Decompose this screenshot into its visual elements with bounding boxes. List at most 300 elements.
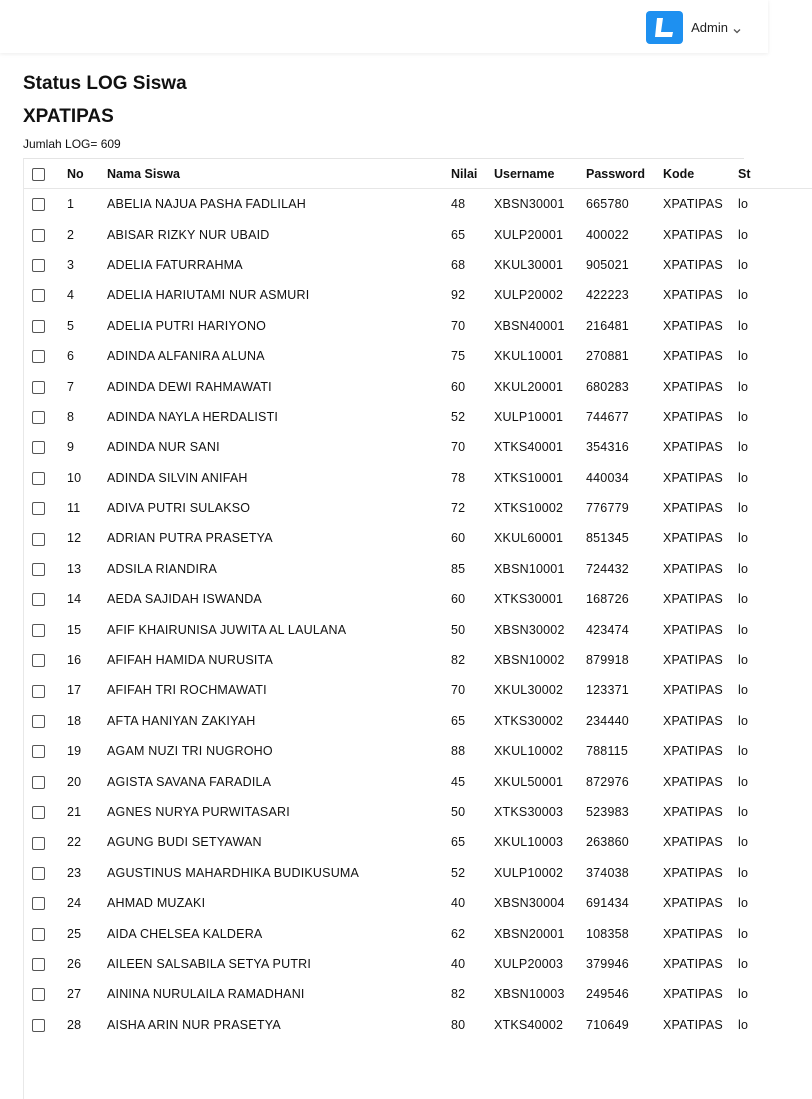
table-row[interactable] (24, 371, 812, 401)
cell-nilai: 92 (451, 288, 466, 303)
cell-password: 423474 (586, 622, 629, 637)
cell-kode: XPATIPAS (663, 409, 723, 424)
cell-nilai: 75 (451, 349, 466, 364)
cell-no: 2 (67, 227, 75, 242)
cell-username: XKUL10001 (494, 349, 564, 364)
table-header-row (24, 159, 812, 189)
row-checkbox[interactable] (32, 988, 45, 1001)
cell-nilai: 85 (451, 561, 466, 576)
cell-nama-siswa: AIDA CHELSEA KALDERA (107, 926, 263, 941)
row-checkbox-cell (24, 371, 67, 401)
row-checkbox-cell (24, 949, 67, 979)
cell-nilai: 80 (451, 1017, 466, 1032)
cell-nama-siswa: AGAM NUZI TRI NUGROHO (107, 744, 273, 759)
table-row[interactable] (24, 280, 812, 310)
cell-kode: XPATIPAS (663, 865, 723, 880)
cell-password: 234440 (586, 713, 629, 728)
table-row[interactable] (24, 614, 812, 644)
cell-kode: XPATIPAS (663, 987, 723, 1002)
header-checkbox-cell (24, 159, 67, 189)
row-checkbox-cell (24, 675, 67, 705)
cell-no: 1 (67, 197, 75, 212)
table-row[interactable] (24, 766, 812, 796)
column-header-nilai: Nilai (451, 159, 494, 189)
cell-password: 879918 (586, 653, 629, 668)
cell-nama-siswa: ADINDA ALFANIRA ALUNA (107, 349, 265, 364)
cell-nilai: 72 (451, 501, 466, 516)
column-header-username: Username (494, 159, 586, 189)
cell-kode: XPATIPAS (663, 744, 723, 759)
row-checkbox[interactable] (32, 958, 45, 971)
cell-nama-siswa: ADINDA SILVIN ANIFAH (107, 470, 248, 485)
cell-username: XTKS40001 (494, 440, 564, 455)
cell-username: XKUL30001 (494, 257, 564, 272)
cell-status: lo (738, 865, 749, 880)
table-row[interactable] (24, 706, 812, 736)
cell-kode: XPATIPAS (663, 1017, 723, 1032)
cell-password: 374038 (586, 865, 629, 880)
row-checkbox-cell (24, 614, 67, 644)
cell-status: lo (738, 835, 749, 850)
table-row[interactable] (24, 979, 812, 1009)
cell-password: 523983 (586, 805, 629, 819)
cell-nama-siswa: AGUSTINUS MAHARDHIKA BUDIKUSUMA (107, 865, 360, 880)
cell-no: 19 (67, 744, 82, 759)
cell-nama-siswa: ADRIAN PUTRA PRASETYA (107, 531, 273, 546)
cell-nama-siswa: AFIF KHAIRUNISA JUWITA AL LAULANA (107, 622, 347, 637)
cell-password: 168726 (586, 592, 629, 607)
cell-no: 23 (67, 865, 82, 880)
cell-username: XBSN10003 (494, 987, 565, 1002)
cell-nama-siswa: ADINDA NAYLA HERDALISTI (107, 409, 279, 424)
cell-username: XKUL10003 (494, 835, 564, 850)
cell-nama-siswa: AISHA ARIN NUR PRASETYA (107, 1017, 281, 1032)
row-checkbox[interactable] (32, 928, 45, 941)
cell-username: XKUL60001 (494, 531, 564, 546)
cell-password: 872976 (586, 774, 629, 789)
cell-no: 4 (67, 288, 75, 303)
cell-username: XULP10001 (494, 409, 564, 424)
cell-status: lo (738, 318, 749, 333)
table-row[interactable] (24, 463, 812, 493)
table-row[interactable] (24, 797, 812, 827)
cell-no: 9 (67, 440, 75, 455)
cell-password: 422223 (586, 288, 629, 303)
row-checkbox-cell (24, 888, 67, 918)
cell-nilai: 88 (451, 744, 466, 759)
row-checkbox[interactable] (32, 806, 45, 819)
cell-status: lo (738, 653, 749, 668)
cell-status: lo (738, 501, 749, 516)
cell-no: 21 (67, 805, 82, 819)
row-checkbox-cell (24, 402, 67, 432)
cell-no: 3 (67, 257, 75, 272)
cell-status: lo (738, 987, 749, 1002)
cell-no: 15 (67, 622, 82, 637)
select-all-checkbox[interactable] (32, 168, 45, 181)
row-checkbox-cell (24, 766, 67, 796)
cell-nilai: 62 (451, 926, 466, 941)
cell-status: lo (738, 561, 749, 576)
cell-status: lo (738, 440, 749, 455)
table-row[interactable] (24, 858, 812, 888)
cell-nilai: 70 (451, 683, 466, 698)
cell-nilai: 65 (451, 835, 466, 850)
row-checkbox-cell (24, 584, 67, 614)
cell-nama-siswa: ADELIA PUTRI HARIYONO (107, 318, 267, 333)
cell-kode: XPATIPAS (663, 288, 723, 303)
top-navbar (0, 0, 768, 53)
row-checkbox-cell (24, 523, 67, 553)
cell-status: lo (738, 713, 749, 728)
cell-password: 851345 (586, 531, 629, 546)
row-checkbox[interactable] (32, 320, 45, 333)
cell-status: lo (738, 774, 749, 789)
cell-username: XULP20001 (494, 227, 564, 242)
cell-kode: XPATIPAS (663, 257, 723, 272)
table-row[interactable] (24, 1010, 812, 1040)
row-checkbox[interactable] (32, 533, 45, 546)
cell-status: lo (738, 744, 749, 759)
cell-kode: XPATIPAS (663, 379, 723, 394)
cell-username: XTKS30001 (494, 592, 564, 607)
cell-username: XTKS30003 (494, 805, 564, 819)
table-row[interactable] (24, 250, 812, 280)
row-checkbox[interactable] (32, 350, 45, 363)
cell-username: XKUL10002 (494, 744, 564, 759)
cell-nama-siswa: AFTA HANIYAN ZAKIYAH (107, 713, 256, 728)
cell-kode: XPATIPAS (663, 349, 723, 364)
row-checkbox-cell (24, 1010, 67, 1040)
cell-no: 22 (67, 835, 82, 850)
table-row[interactable] (24, 827, 812, 857)
table-row[interactable] (24, 219, 812, 249)
cell-nama-siswa: AEDA SAJIDAH ISWANDA (107, 592, 262, 607)
cell-kode: XPATIPAS (663, 592, 723, 607)
cell-status: lo (738, 956, 749, 971)
row-checkbox-cell (24, 189, 67, 220)
cell-nama-siswa: ADELIA HARIUTAMI NUR ASMURI (107, 288, 310, 303)
cell-password: 108358 (586, 926, 629, 941)
cell-nilai: 65 (451, 227, 466, 242)
row-checkbox-cell (24, 311, 67, 341)
row-checkbox-cell (24, 250, 67, 280)
cell-status: lo (738, 288, 749, 303)
row-checkbox[interactable] (32, 259, 45, 272)
row-checkbox-cell (24, 918, 67, 948)
log-table (24, 159, 812, 1040)
cell-kode: XPATIPAS (663, 531, 723, 546)
page-subtitle: XPATIPAS (23, 106, 114, 127)
cell-nama-siswa: ADIVA PUTRI SULAKSO (107, 501, 251, 516)
cell-nilai: 65 (451, 713, 466, 728)
cell-kode: XPATIPAS (663, 896, 723, 911)
cell-nama-siswa: ABELIA NAJUA PASHA FADLILAH (107, 197, 307, 212)
row-checkbox[interactable] (32, 1019, 45, 1032)
cell-password: 263860 (586, 835, 629, 850)
row-checkbox-cell (24, 979, 67, 1009)
cell-nama-siswa: AHMAD MUZAKI (107, 896, 206, 911)
cell-username: XBSN30002 (494, 622, 565, 637)
cell-status: lo (738, 622, 749, 637)
cell-no: 14 (67, 592, 82, 607)
row-checkbox-cell (24, 706, 67, 736)
app-logo-icon (646, 11, 683, 44)
cell-nilai: 70 (451, 440, 466, 455)
cell-username: XKUL50001 (494, 774, 564, 789)
row-checkbox[interactable] (32, 745, 45, 758)
row-checkbox-cell (24, 463, 67, 493)
cell-password: 270881 (586, 349, 629, 364)
cell-nilai: 50 (451, 805, 466, 819)
cell-status: lo (738, 926, 749, 941)
table-row[interactable] (24, 918, 812, 948)
cell-nama-siswa: AGUNG BUDI SETYAWAN (107, 835, 262, 850)
column-header-password: Password (586, 159, 663, 189)
cell-nama-siswa: ABISAR RIZKY NUR UBAID (107, 227, 270, 242)
cell-username: XTKS10002 (494, 501, 564, 516)
cell-password: 379946 (586, 956, 629, 971)
cell-no: 20 (67, 774, 82, 789)
cell-nama-siswa: AFIFAH TRI ROCHMAWATI (107, 683, 267, 698)
cell-password: 710649 (586, 1017, 629, 1032)
cell-password: 691434 (586, 896, 629, 911)
cell-status: lo (738, 227, 749, 242)
cell-kode: XPATIPAS (663, 501, 723, 516)
row-checkbox-cell (24, 827, 67, 857)
user-name-label: Admin (691, 20, 728, 35)
cell-password: 665780 (586, 197, 629, 212)
cell-nilai: 82 (451, 987, 466, 1002)
cell-no: 28 (67, 1017, 82, 1032)
row-checkbox[interactable] (32, 289, 45, 302)
row-checkbox-cell (24, 554, 67, 584)
cell-status: lo (738, 257, 749, 272)
row-checkbox[interactable] (32, 624, 45, 637)
main-content (23, 53, 768, 1032)
cell-nilai: 40 (451, 896, 466, 911)
cell-no: 5 (67, 318, 75, 333)
row-checkbox[interactable] (32, 654, 45, 667)
cell-kode: XPATIPAS (663, 683, 723, 698)
cell-no: 24 (67, 896, 82, 911)
cell-username: XULP20003 (494, 956, 564, 971)
cell-nilai: 40 (451, 956, 466, 971)
cell-no: 17 (67, 683, 82, 698)
cell-username: XULP20002 (494, 288, 564, 303)
table-row[interactable] (24, 493, 812, 523)
row-checkbox[interactable] (32, 593, 45, 606)
cell-kode: XPATIPAS (663, 835, 723, 850)
cell-status: lo (738, 1017, 749, 1032)
chevron-down-icon (732, 23, 742, 33)
cell-kode: XPATIPAS (663, 653, 723, 668)
table-row[interactable] (24, 949, 812, 979)
cell-kode: XPATIPAS (663, 926, 723, 941)
cell-status: lo (738, 197, 749, 212)
cell-no: 6 (67, 349, 75, 364)
cell-kode: XPATIPAS (663, 440, 723, 455)
cell-no: 26 (67, 956, 82, 971)
cell-kode: XPATIPAS (663, 318, 723, 333)
cell-nama-siswa: ADSILA RIANDIRA (107, 561, 217, 576)
log-count: Jumlah LOG= 609 (23, 137, 121, 151)
page-title: Status LOG Siswa (23, 73, 187, 94)
cell-status: lo (738, 805, 749, 819)
row-checkbox-cell (24, 432, 67, 462)
user-menu[interactable] (646, 11, 742, 44)
table-body (24, 189, 812, 1040)
row-checkbox[interactable] (32, 776, 45, 789)
cell-password: 216481 (586, 318, 629, 333)
cell-no: 10 (67, 470, 82, 485)
cell-nilai: 52 (451, 865, 466, 880)
cell-username: XBSN30001 (494, 197, 565, 212)
row-checkbox-cell (24, 645, 67, 675)
table-row[interactable] (24, 584, 812, 614)
cell-password: 440034 (586, 470, 629, 485)
cell-nilai: 50 (451, 622, 466, 637)
cell-nama-siswa: AININA NURULAILA RAMADHANI (107, 987, 305, 1002)
cell-password: 776779 (586, 501, 629, 516)
cell-username: XULP10002 (494, 865, 564, 880)
log-table-container[interactable] (23, 158, 751, 1099)
cell-no: 25 (67, 926, 82, 941)
column-header-status: St (738, 159, 812, 189)
table-row[interactable] (24, 645, 812, 675)
row-checkbox[interactable] (32, 472, 45, 485)
row-checkbox[interactable] (32, 502, 45, 515)
row-checkbox[interactable] (32, 715, 45, 728)
row-checkbox[interactable] (32, 198, 45, 211)
cell-password: 400022 (586, 227, 629, 242)
cell-nama-siswa: ADINDA NUR SANI (107, 440, 220, 455)
cell-status: lo (738, 379, 749, 394)
table-row[interactable] (24, 402, 812, 432)
cell-password: 354316 (586, 440, 629, 455)
cell-password: 680283 (586, 379, 629, 394)
table-row[interactable] (24, 888, 812, 918)
cell-status: lo (738, 896, 749, 911)
cell-no: 11 (67, 501, 81, 516)
row-checkbox[interactable] (32, 837, 45, 850)
cell-password: 249546 (586, 987, 629, 1002)
cell-nilai: 60 (451, 379, 466, 394)
cell-kode: XPATIPAS (663, 622, 723, 637)
row-checkbox[interactable] (32, 685, 45, 698)
column-header-no: No (67, 159, 107, 189)
cell-kode: XPATIPAS (663, 561, 723, 576)
cell-username: XTKS10001 (494, 470, 564, 485)
row-checkbox-cell (24, 858, 67, 888)
row-checkbox[interactable] (32, 381, 45, 394)
cell-nilai: 82 (451, 653, 466, 668)
cell-no: 12 (67, 531, 82, 546)
column-header-kode: Kode (663, 159, 738, 189)
row-checkbox-cell (24, 280, 67, 310)
cell-kode: XPATIPAS (663, 805, 723, 819)
row-checkbox[interactable] (32, 867, 45, 880)
cell-username: XBSN40001 (494, 318, 565, 333)
cell-no: 8 (67, 409, 75, 424)
cell-username: XBSN30004 (494, 896, 565, 911)
cell-status: lo (738, 349, 749, 364)
cell-username: XTKS40002 (494, 1017, 564, 1032)
cell-no: 7 (67, 379, 75, 394)
cell-kode: XPATIPAS (663, 470, 723, 485)
cell-nilai: 52 (451, 409, 466, 424)
cell-status: lo (738, 683, 749, 698)
table-row[interactable] (24, 311, 812, 341)
cell-nilai: 48 (451, 197, 466, 212)
table-row[interactable] (24, 554, 812, 584)
cell-no: 18 (67, 713, 82, 728)
cell-username: XBSN10001 (494, 561, 565, 576)
row-checkbox-cell (24, 219, 67, 249)
cell-status: lo (738, 531, 749, 546)
cell-nilai: 78 (451, 470, 466, 485)
cell-username: XKUL30002 (494, 683, 564, 698)
cell-no: 13 (67, 561, 82, 576)
row-checkbox-cell (24, 797, 67, 827)
cell-nilai: 60 (451, 531, 466, 546)
cell-password: 724432 (586, 561, 629, 576)
table-row[interactable] (24, 189, 812, 220)
cell-password: 744677 (586, 409, 629, 424)
cell-nama-siswa: AGISTA SAVANA FARADILA (107, 774, 272, 789)
column-header-nama-siswa: Nama Siswa (107, 159, 451, 189)
cell-kode: XPATIPAS (663, 197, 723, 212)
row-checkbox[interactable] (32, 897, 45, 910)
cell-kode: XPATIPAS (663, 713, 723, 728)
cell-nilai: 68 (451, 257, 466, 272)
cell-password: 123371 (586, 683, 629, 698)
cell-kode: XPATIPAS (663, 227, 723, 242)
cell-status: lo (738, 409, 749, 424)
table-row[interactable] (24, 736, 812, 766)
cell-kode: XPATIPAS (663, 774, 723, 789)
table-row[interactable] (24, 432, 812, 462)
cell-status: lo (738, 470, 749, 485)
cell-kode: XPATIPAS (663, 956, 723, 971)
table-row[interactable] (24, 675, 812, 705)
cell-nilai: 60 (451, 592, 466, 607)
cell-nama-siswa: AGNES NURYA PURWITASARI (107, 805, 290, 819)
row-checkbox-cell (24, 341, 67, 371)
row-checkbox[interactable] (32, 563, 45, 576)
cell-nama-siswa: AILEEN SALSABILA SETYA PUTRI (107, 956, 312, 971)
row-checkbox[interactable] (32, 441, 45, 454)
row-checkbox-cell (24, 493, 67, 523)
table-row[interactable] (24, 341, 812, 371)
cell-no: 27 (67, 987, 82, 1002)
row-checkbox[interactable] (32, 229, 45, 242)
cell-no: 16 (67, 653, 82, 668)
cell-nama-siswa: ADELIA FATURRAHMA (107, 257, 243, 272)
cell-username: XTKS30002 (494, 713, 564, 728)
table-row[interactable] (24, 523, 812, 553)
cell-username: XBSN20001 (494, 926, 565, 941)
cell-nilai: 70 (451, 318, 466, 333)
row-checkbox[interactable] (32, 411, 45, 424)
cell-password: 905021 (586, 257, 629, 272)
cell-nama-siswa: AFIFAH HAMIDA NURUSITA (107, 653, 273, 668)
row-checkbox-cell (24, 736, 67, 766)
cell-status: lo (738, 592, 749, 607)
cell-nilai: 45 (451, 774, 466, 789)
cell-password: 788115 (586, 744, 628, 759)
cell-username: XBSN10002 (494, 653, 565, 668)
